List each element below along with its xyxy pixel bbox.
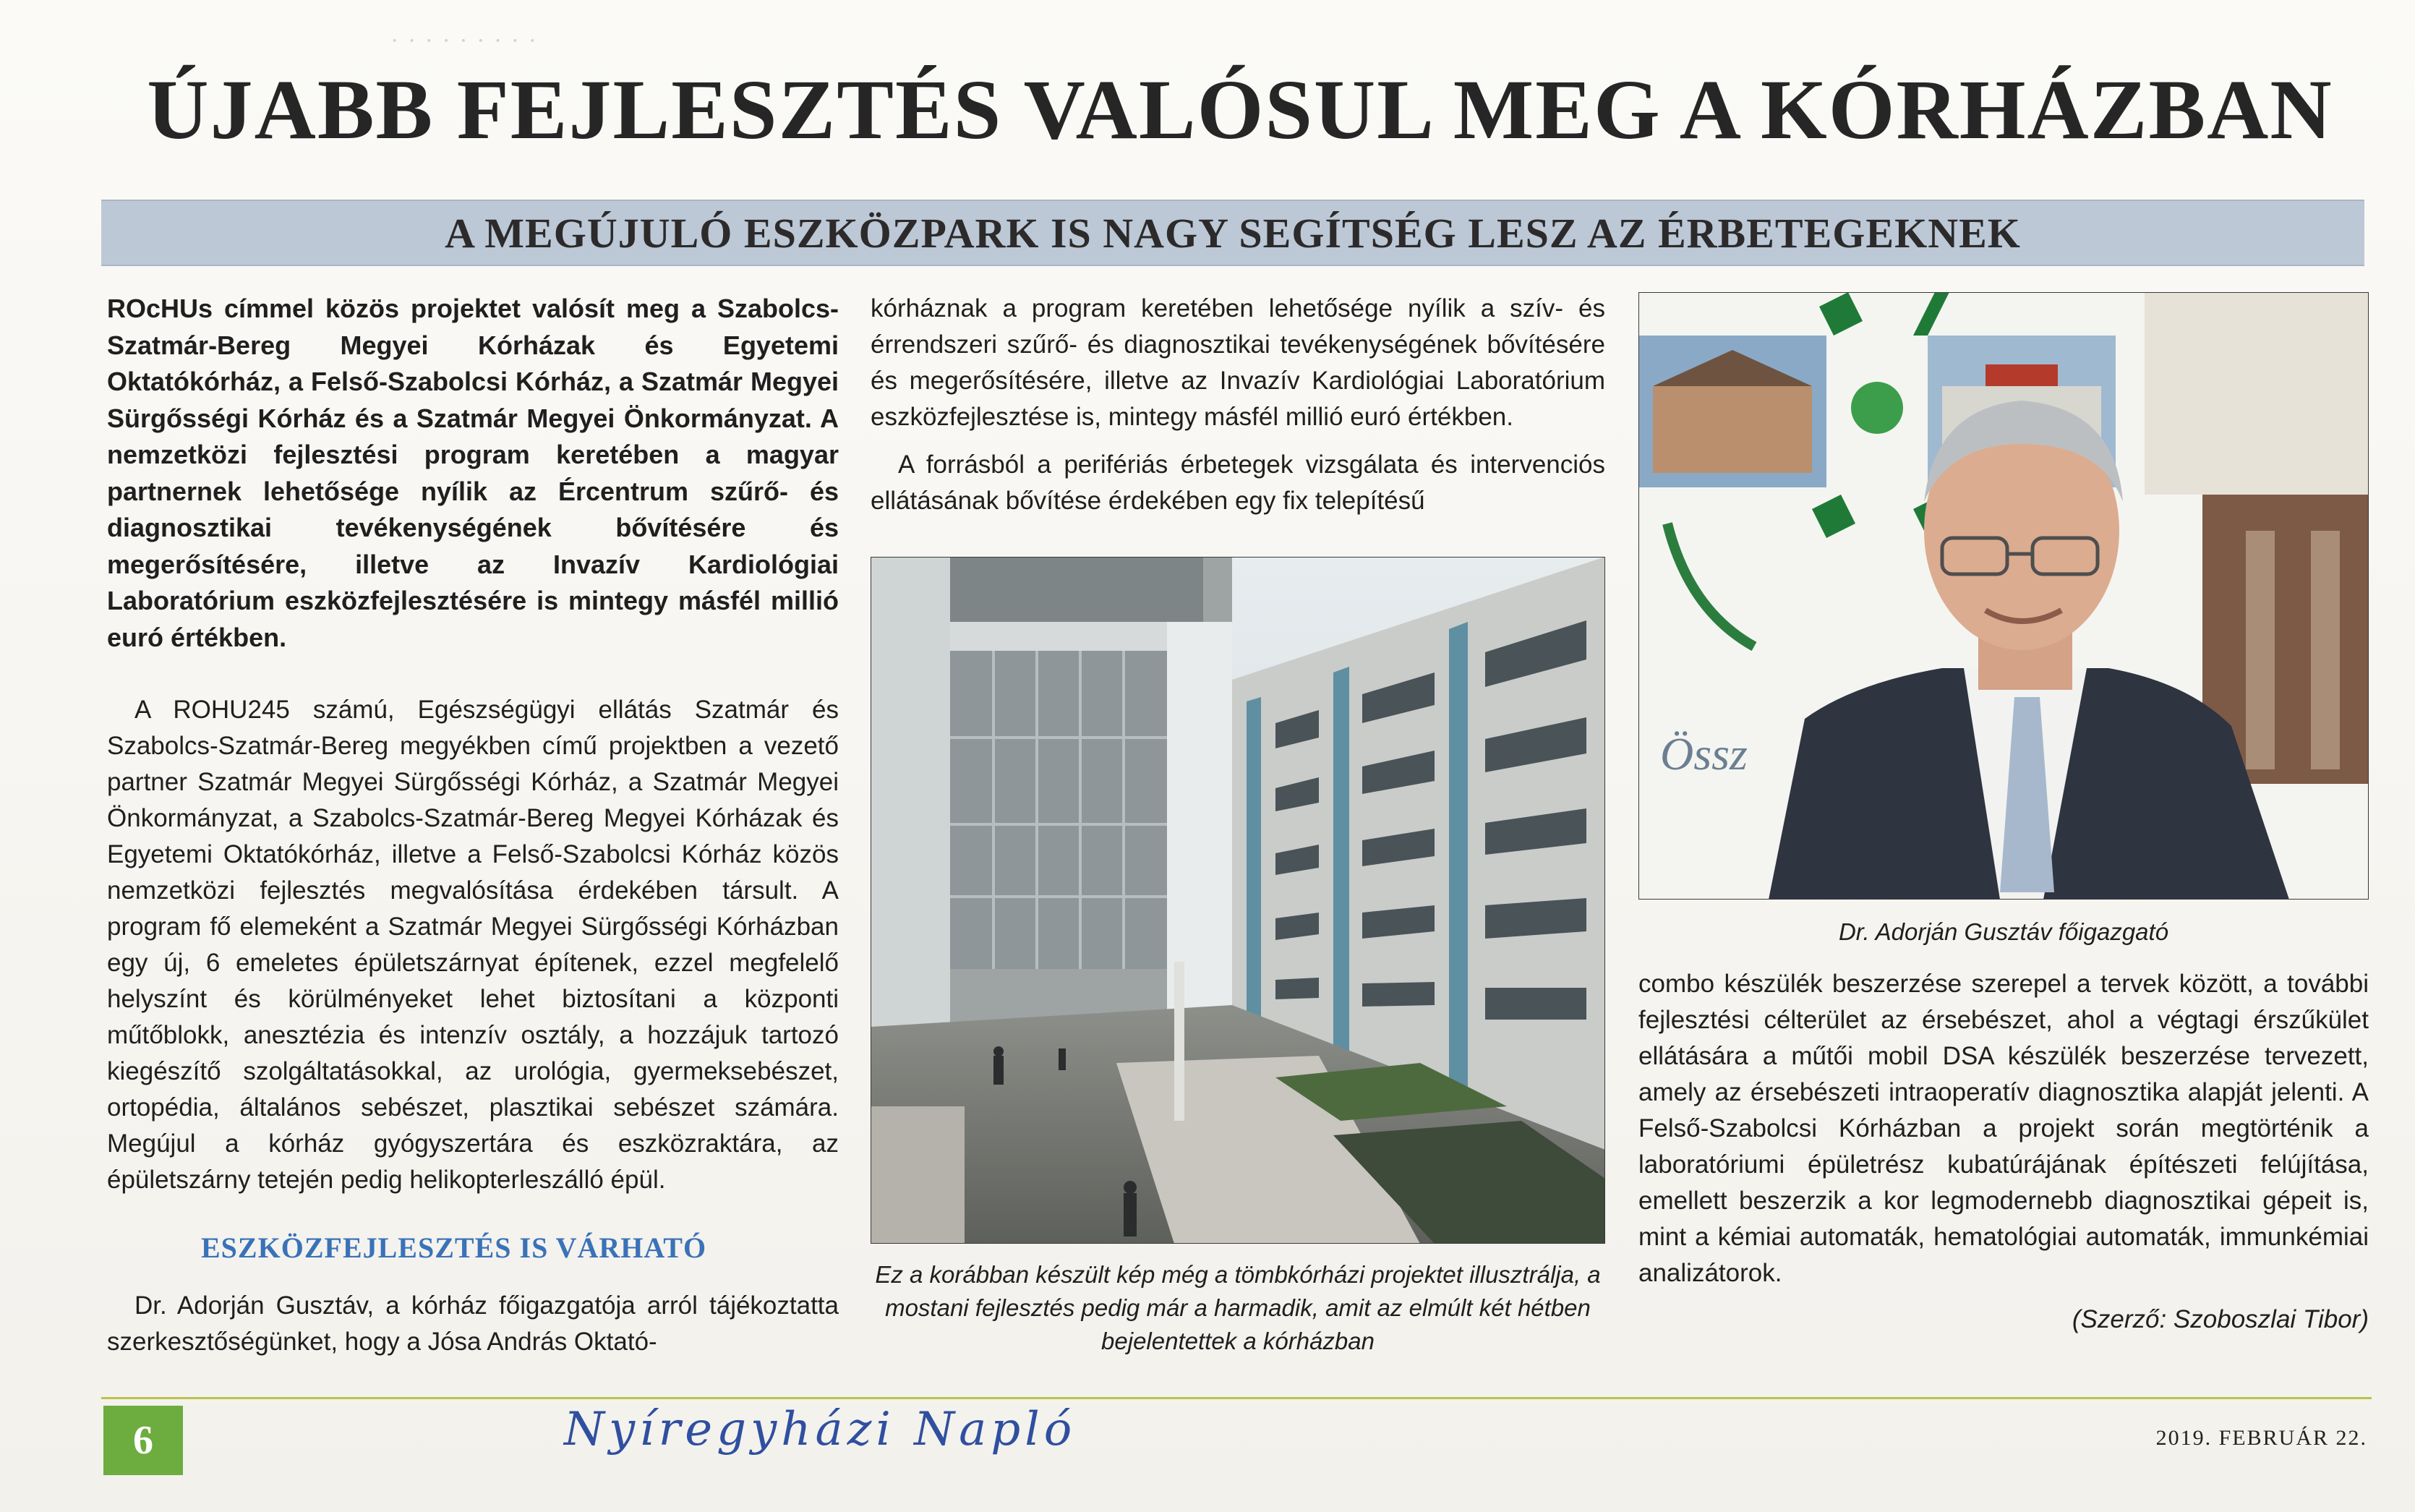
subheadline-bar — [101, 200, 2364, 266]
banner-text: Össz — [1660, 728, 1748, 780]
handwritten-note: Nyíregyházi Napló — [564, 1403, 1077, 1456]
footer-rule — [101, 1397, 2372, 1399]
author-credit: (Szerző: Szoboszlai Tibor) — [2072, 1305, 2369, 1333]
body-paragraph: A ROHU245 számú, Egészségügyi ellátás Szatmár és Szabolcs-Szatmár-Bereg megyékben című projektben a vezető partner Szatmár Megyei Sürgősségi Kórház, a Szatmár Megyei Önkormányzat, a Szabolcs-Szatmár-Bereg Megyei Kórházak és Egyetemi Oktatókórház, illetve a Felső-Szabolcsi Kórház közös nemzetközi fejlesztés megvalósítása érdekében társult. A program fő elemeként a Szatmár Megyei Sürgősségi Kórházban egy új, 6 emeletes épületszárnyat építenek, ezzel megfelelő helyszínt és körülményeket lehet biztosítani a központi műtőblokk, anesztézia és intenzív osztály, a hozzájuk tartozó kiegészítő szolgáltatásokkal, az urológia, gyermeksebészet, ortopédia, általános sebészet, plasztikai sebészet számára. Megújul a kórház gyógyszertára és eszközraktára, az épületszárny tetején pedig helikopterleszálló épül. — [107, 696, 839, 1194]
hospital-building-illustration — [871, 557, 1605, 1244]
body-paragraph-2: Dr. Adorján Gusztáv, a kórház főigazgatója arról tájékoztatta szerkesztőségünket, hogy a Jósa András Oktató- — [107, 1291, 839, 1356]
column-1 — [107, 291, 839, 1360]
hospital-photo-caption: Ez a korábban készült kép még a tömbkórházi projektet illusztrálja, a mostani fejlesztés pedig már a harmadik, amit az elmúlt két hétben bejelentettek a kórházban — [875, 1261, 1601, 1354]
col2-paragraph-1: kórháznak a program keretében lehetősége nyílik a szív- és érrendszeri szűrő- és diagnosztikai tevékenységének bővítésére és megerősítésére, illetve az Invazív Kardiológiai Laboratórium eszközfejlesztése is, mintegy másfél millió euró értékben. — [871, 294, 1605, 431]
hospital-building-photo — [871, 557, 1605, 1244]
subheadline: A MEGÚJULÓ ESZKÖZPARK IS NAGY SEGÍTSÉG LESZ AZ ÉRBETEGEKNEK — [445, 209, 2021, 257]
column-3 — [1638, 966, 2369, 1338]
col3-paragraph: combo készülék beszerzése szerepel a tervek között, a további fejlesztési célterület az érsebészet, ahol a végtagi érszűkület ellátására a műtői mobil DSA készülék beszerzése tervezett, amely az érsebészeti intraoperatív diagnosztika alapját jelenti. A Felső-Szabolcsi Kórházban a projekt során megtörténik a laboratóriumi épületrész kubatúrájának építészeti felújítása, emellett beszerzik a kor legmodernebb diagnosztikai gépeit is, mint a kémiai automaták, hematológiai automaták, immunkémiai analizátorok. — [1638, 970, 2369, 1287]
headline: ÚJABB FEJLESZTÉS VALÓSUL MEG A KÓRHÁZBAN — [147, 62, 2333, 157]
section-subtitle: ESZKÖZFEJLESZTÉS IS VÁRHATÓ — [201, 1231, 707, 1264]
director-portrait-photo — [1638, 292, 2369, 900]
lead-paragraph: ROcHUs címmel közös projektet valósít meg a Szabolcs-Szatmár-Bereg Megyei Kórházak és Egyetemi Oktatókórház, a Felső-Szabolcsi Kórház, a Szatmár Megyei Sürgősségi Kórház és a Szatmár Megyei Önkormányzat. A nemzetközi fejlesztési program keretében a magyar partnernek lehetősége nyílik az Ércentrum szűrő- és diagnosztikai tevékenységének bővítésére és megerősítésére, illetve az Invazív Kardiológiai Laboratórium eszközfejlesztésére is mintegy másfél millió euró értékben. — [107, 294, 839, 652]
bleed-through-text: · · · · · · · · · — [390, 27, 538, 54]
director-portrait-illustration — [1638, 292, 2369, 900]
col2-paragraph-2: A forrásból a perifériás érbetegek vizsgálata és intervenciós ellátásának bővítése érdekében egy fix telepítésű — [871, 450, 1605, 515]
column-2 — [871, 291, 1605, 519]
page-number: 6 — [103, 1406, 183, 1475]
director-photo-caption: Dr. Adorján Gusztáv főigazgató — [1838, 918, 2169, 945]
issue-date: 2019. FEBRUÁR 22. — [2155, 1426, 2367, 1450]
